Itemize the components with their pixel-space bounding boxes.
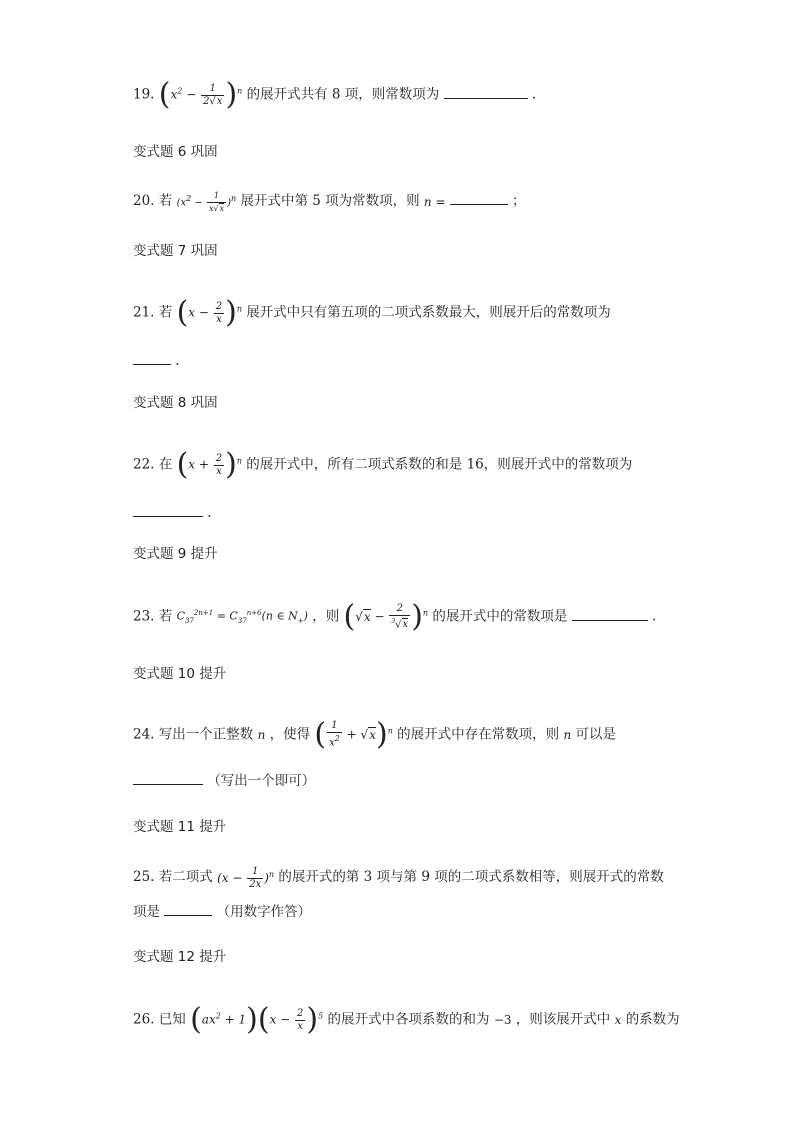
question-number: 20. [133, 193, 155, 210]
answer-blank[interactable] [164, 903, 212, 916]
formula: (x − $\frac{1}{2x}$ )$^n$ [217, 866, 275, 890]
question-25: 25. 若二项式 (x − $\frac{1}{2x}$ )$^n$ 的展开式的第 3 项与第 9 项的二项式系数相等，则展开式的常数 [133, 866, 664, 890]
section-label: 变式题 11 提升 [133, 819, 227, 835]
section-label: 变式题 6 巩固 [133, 144, 218, 160]
formula: (x + $\frac{2}{x}$ )$^n$ [176, 447, 242, 482]
formula: ($x^2$ − $\frac{1}{x√x}$ )$^n$ [176, 191, 237, 214]
question-25-cont: 项是 （用数字作答） [133, 904, 312, 920]
question-26: 26. 已知 $(ax^2 + 1)(x$ − $\frac{2}{x}$ )$^5$ 的展开式中各项系数的和为 −3 ，则该展开式中 x 的系数为 [133, 1002, 680, 1037]
answer-blank[interactable] [572, 608, 648, 621]
answer-line: （写出一个即可） [133, 770, 315, 792]
question-text: 的展开式共有 8 项，则常数项为 [246, 86, 440, 103]
question-21: 21. 若 (x − $\frac{2}{x}$ )$^n$ 展开式中只有第五项的二项式系数最大，则展开后的常数项为 [133, 295, 611, 330]
formula: ($x^2$ − $\frac{1}{2√x}$ )$^n$ [158, 77, 243, 112]
question-19: 19. ($x^2$ − $\frac{1}{2√x}$ )$^n$ 的展开式共有 8 项，则常数项为 . [133, 77, 537, 112]
n-equals: n = [423, 194, 446, 209]
formula-combination: $C_{37}^{2n+1} = C_{37}^{n+6}(n$ ∈ $N_+$) [176, 609, 308, 625]
answer-blank[interactable] [133, 504, 203, 517]
section-label: 变式题 9 提升 [133, 546, 218, 562]
answer-blank[interactable] [133, 352, 171, 365]
section-label: 变式题 10 提升 [133, 666, 227, 682]
formula: ( $\frac{1}{x^2}$ + √x)$^n$ [314, 717, 393, 752]
question-number: 25. [133, 869, 155, 885]
question-number: 19. [133, 86, 155, 103]
question-24: 24. 写出一个正整数 n ，使得 ( $\frac{1}{x^2}$ + √x)$^n$ 的展开式中存在常数项，则 n 可以是 [133, 717, 616, 752]
question-23: 23. 若 $C_{37}^{2n+1} = C_{37}^{n+6}(n$ ∈ $N_+$) ，则 (√x − $\frac{2}{^3√x}$ )$^n$ 的展开式中的常数项是 . [133, 599, 657, 634]
question-number: 21. [133, 304, 155, 321]
question-20: 20. 若 ($x^2$ − $\frac{1}{x√x}$ )$^n$ 展开式中第 5 项为常数项，则 n = ； [133, 188, 526, 215]
answer-blank[interactable] [450, 192, 508, 205]
question-number: 23. [133, 608, 155, 625]
section-label: 变式题 7 巩固 [133, 243, 218, 259]
answer-blank[interactable] [444, 86, 528, 99]
question-22: 22. 在 (x + $\frac{2}{x}$ )$^n$ 的展开式中，所有二项式系数的和是 16，则展开式中的常数项为 [133, 447, 633, 482]
formula: (x − $\frac{2}{x}$ )$^n$ [176, 295, 242, 330]
answer-line: . [133, 502, 212, 524]
question-number: 22. [133, 456, 155, 473]
answer-blank[interactable] [133, 772, 203, 785]
question-number: 24. [133, 726, 155, 743]
answer-line: . [133, 350, 180, 372]
section-label: 变式题 8 巩固 [133, 395, 218, 411]
section-label: 变式题 12 提升 [133, 949, 227, 965]
formula: $(ax^2 + 1)(x$ − $\frac{2}{x}$ )$^5$ [190, 1002, 324, 1037]
formula: (√x − $\frac{2}{^3√x}$ )$^n$ [343, 599, 429, 634]
question-number: 26. [133, 1011, 155, 1028]
